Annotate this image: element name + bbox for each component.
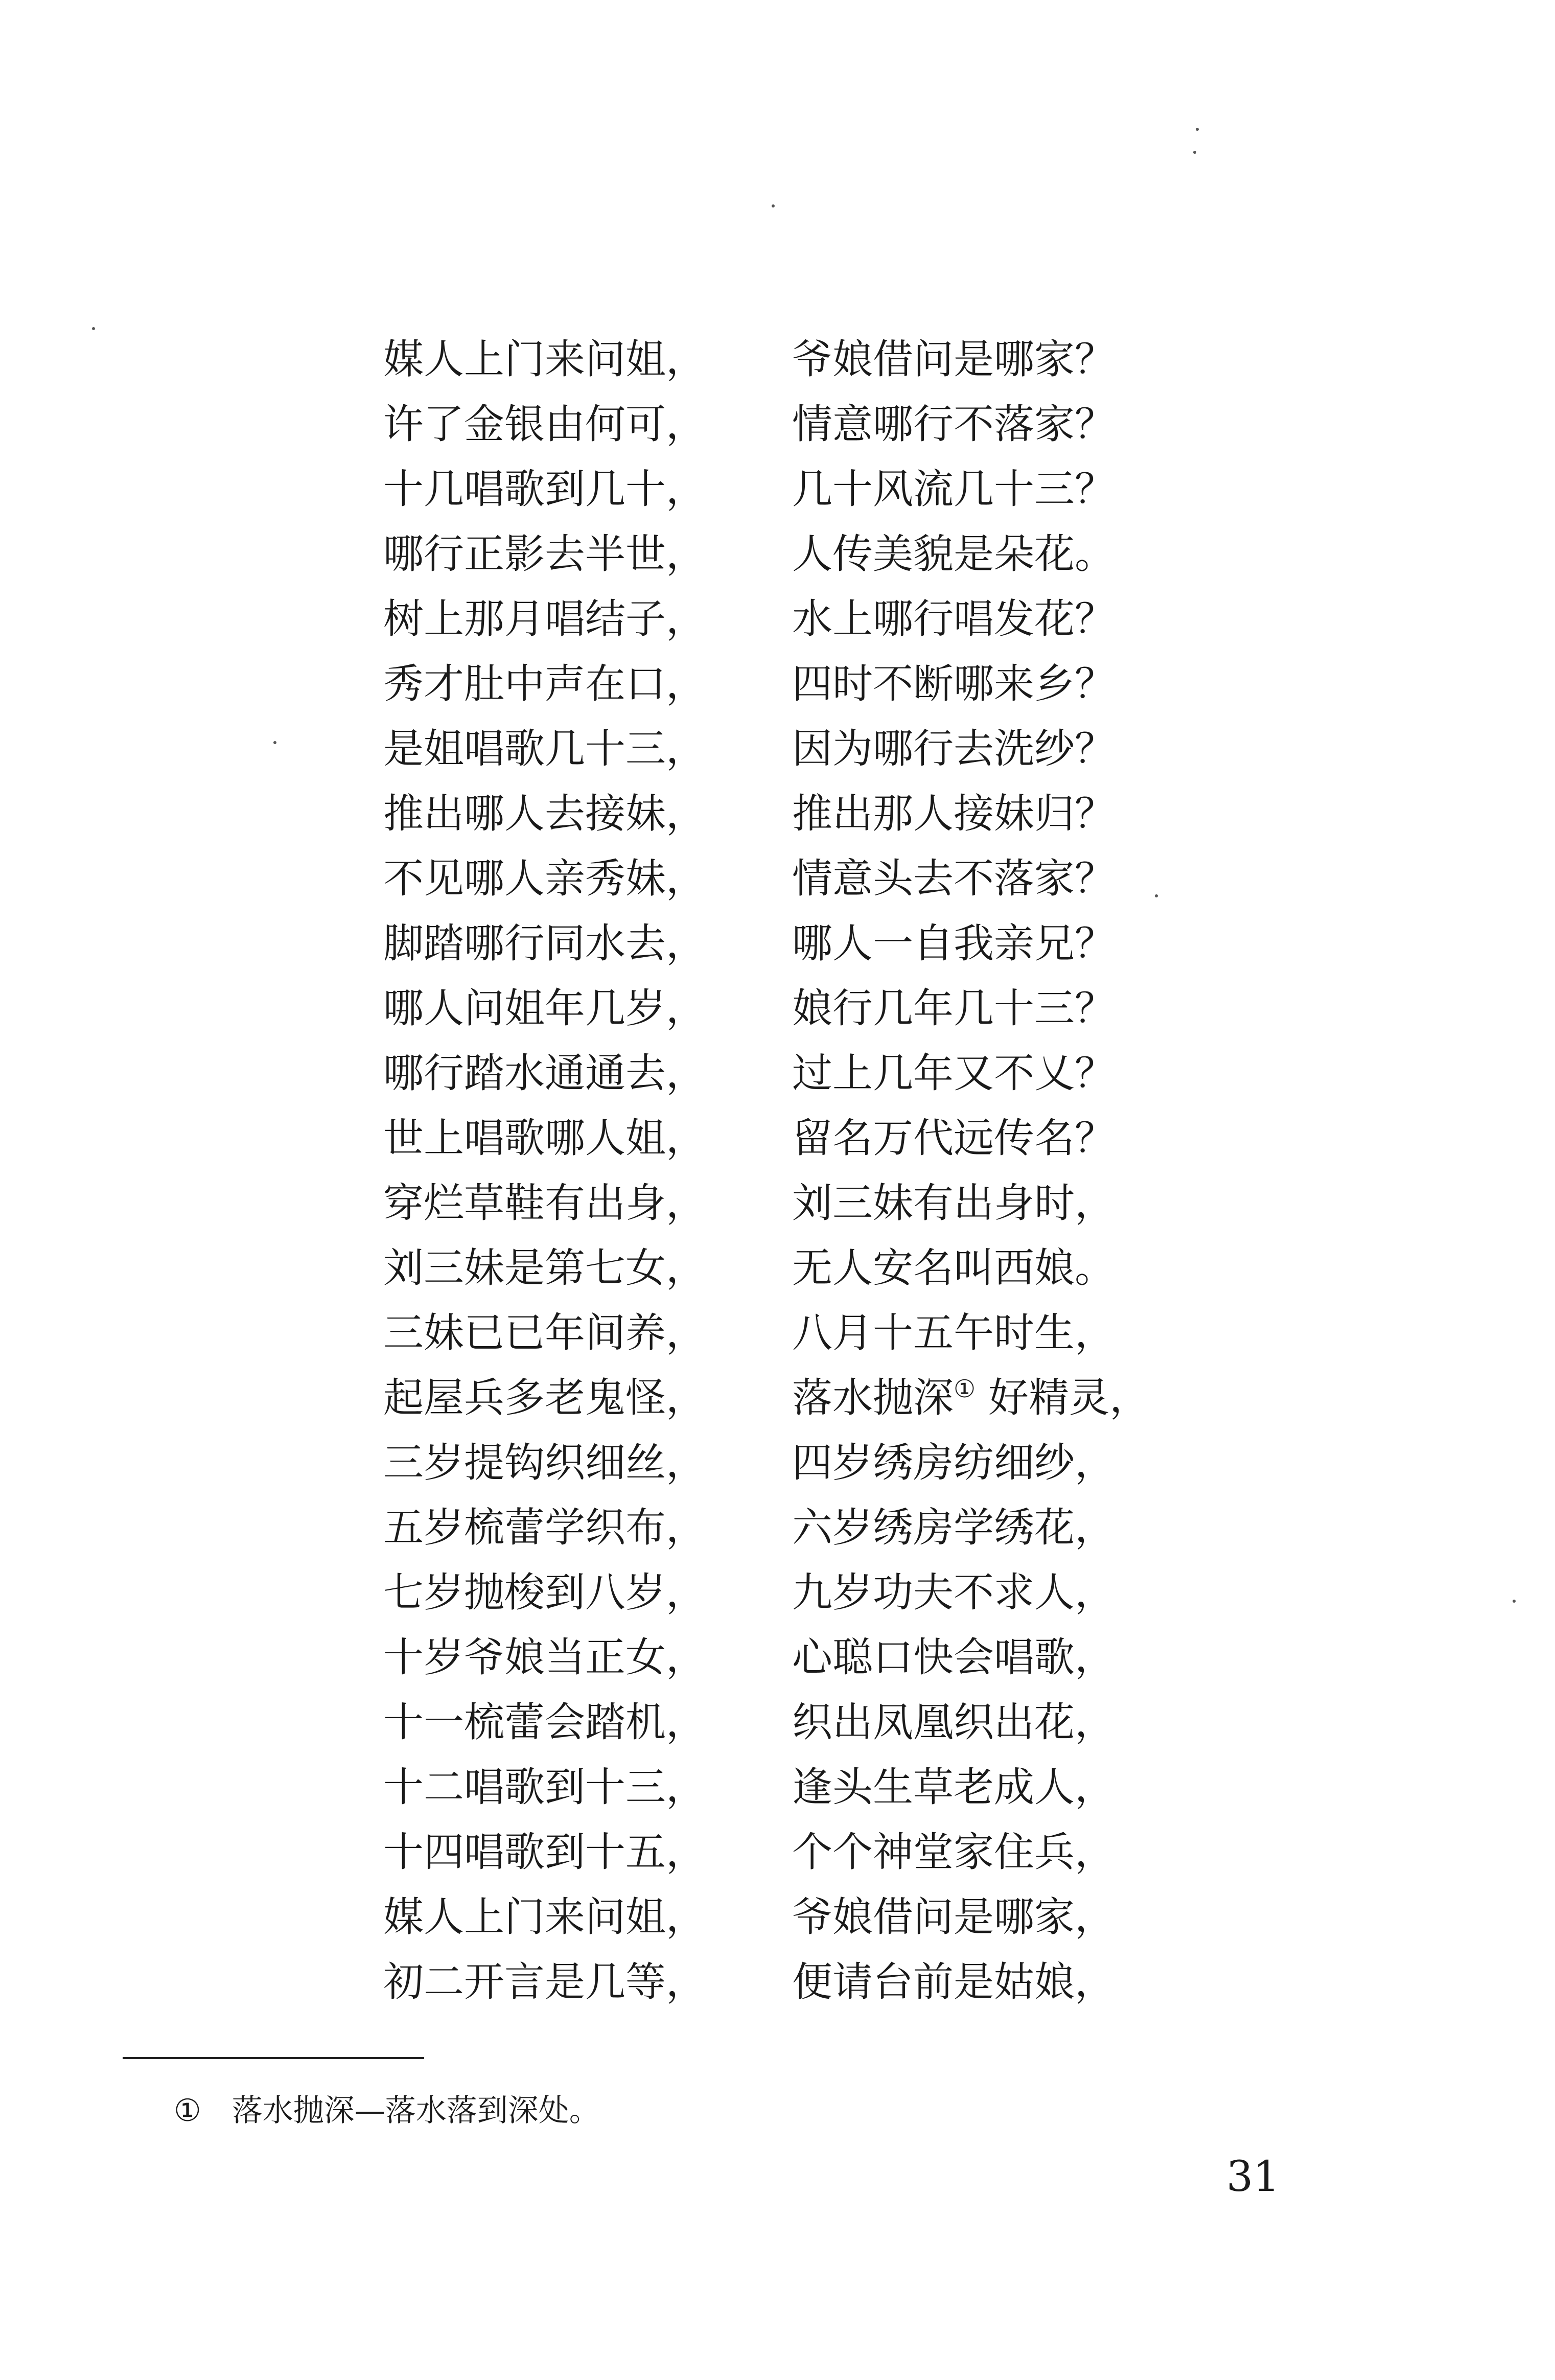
poem-line-second-half (792, 1820, 1115, 1885)
scan-speck (1196, 128, 1199, 131)
poem-line-second-half (792, 1560, 1115, 1625)
poem-line (383, 1366, 1252, 1430)
poem-line-first-half: 十二唱歌到十三， (383, 1764, 706, 1811)
poem-line-second-half (792, 1690, 1115, 1755)
poem-line-first-half: 推出哪人去接妹， (383, 790, 706, 837)
poem-line-first-half: 五岁梳蕾学织布， (383, 1504, 706, 1551)
poem-line-second-half-text: 情意头去不落家？ (792, 855, 1115, 902)
poem-line-second-half (792, 846, 1115, 911)
poem-line-second-half (792, 587, 1115, 652)
poem-line-second-half-text: 爷娘借问是哪家， (792, 1893, 1115, 1940)
poem-line-second-half-text: 便请台前是姑娘， (792, 1958, 1115, 2005)
scan-speck (1155, 894, 1158, 897)
poem-line-second-half-text: 刘三妹有出身时， (792, 1180, 1115, 1227)
poem-line-first-half: 树上那月唱结子， (383, 595, 706, 642)
poem-line-second-half-text: 因为哪行去洗纱？ (792, 725, 1115, 772)
poem-line (383, 976, 1252, 1041)
poem-line (383, 1690, 1252, 1755)
scan-speck (1513, 1600, 1516, 1603)
poem-line (383, 522, 1252, 587)
poem-line (383, 1041, 1252, 1106)
poem-line-first-half: 刘三妹是第七女， (383, 1244, 706, 1291)
poem-line-second-half-text: 无人安名叫西娘。 (792, 1244, 1115, 1291)
poem-line-first-half: 十一梳蕾会踏机， (383, 1699, 706, 1746)
scan-speck (273, 741, 276, 744)
poem-line (383, 1820, 1252, 1885)
poem-line-second-half-text: 留名万代远传名？ (792, 1115, 1115, 1162)
poem-line-second-half (792, 1106, 1115, 1171)
poem-line-first-half: 许了金银由何可， (383, 401, 706, 448)
poem-line (383, 457, 1252, 522)
poem-line-second-half-text: 逢头生草老成人， (792, 1764, 1115, 1811)
poem-line-first-half: 十几唱歌到几十， (383, 466, 706, 513)
poem-line-first-half: 脚踏哪行同水去， (383, 920, 706, 967)
poem-line (383, 392, 1252, 457)
footnote-divider (123, 2057, 424, 2059)
poem-line-first-half: 初二开言是几等， (383, 1958, 706, 2005)
poem-line-first-half: 起屋兵多老鬼怪， (383, 1374, 706, 1421)
poem-line (383, 327, 1252, 392)
footnote-mark: ① (174, 2093, 201, 2129)
footnote (174, 2090, 600, 2131)
poem-line-second-half-text: 个个神堂家住兵， (792, 1829, 1115, 1876)
poem-line-second-half (792, 1430, 1115, 1495)
poem-line-first-half: 哪人问姐年几岁， (383, 985, 706, 1032)
scan-speck (1193, 151, 1196, 154)
poem-line-first-half: 哪行正影去半世， (383, 530, 706, 577)
poem-line-second-half (792, 1885, 1115, 1950)
poem-line-second-half (792, 717, 1115, 781)
poem-line-second-half (792, 1625, 1115, 1690)
poem-line-first-half: 三岁提钩织细丝， (383, 1439, 706, 1486)
poem-line-second-half-text: 娘行几年几十三？ (792, 985, 1115, 1032)
poem-line-second-half (792, 652, 1115, 717)
poem-line-second-half (792, 1301, 1115, 1366)
poem-line-second-half (792, 1950, 1115, 2015)
poem-line-second-half (792, 1236, 1115, 1301)
scan-speck (92, 327, 95, 330)
poem-line-first-half: 十四唱歌到十五， (383, 1829, 706, 1876)
poem-line-second-half-text: 四时不断哪来乡？ (792, 660, 1115, 707)
poem-line-first-half: 世上唱歌哪人姐， (383, 1115, 706, 1162)
poem-line-first-half: 媒人上门来问姐， (383, 1893, 706, 1940)
poem-line (383, 846, 1252, 911)
poem-line (383, 1106, 1252, 1171)
poem-line-first-half: 哪行踏水通通去， (383, 1050, 706, 1097)
poem-line-second-half-text: 推出那人接妹归？ (792, 790, 1115, 837)
poem-line-second-half-text: 四岁绣房纺细纱， (792, 1439, 1115, 1486)
poem-line (383, 717, 1252, 781)
poem-line-second-half (792, 911, 1115, 976)
poem-line-second-half-text: 水上哪行唱发花？ (792, 595, 1115, 642)
poem-line-first-half: 穿烂草鞋有出身， (383, 1180, 706, 1227)
poem-line-second-half (792, 976, 1115, 1041)
poem-line-first-half: 秀才肚中声在口， (383, 660, 706, 707)
poem-line (383, 1625, 1252, 1690)
poem-line-second-half (792, 1755, 1115, 1820)
poem-line-second-half (792, 781, 1115, 846)
poem-line (383, 911, 1252, 976)
poem-line-second-half-text: 哪人一自我亲兄？ (792, 920, 1115, 967)
poem-line-first-half: 三妹已已年间养， (383, 1309, 706, 1356)
poem-line (383, 652, 1252, 717)
poem-line-second-half-text: 六岁绣房学绣花， (792, 1504, 1115, 1551)
poem-line-second-half-text: 八月十五午时生， (792, 1309, 1115, 1356)
poem-line-second-half-text: 九岁功夫不求人， (792, 1569, 1115, 1616)
poem-line (383, 1301, 1252, 1366)
poem-line-second-half-text: 几十风流几十三？ (792, 466, 1115, 513)
poem-line-second-half-text: 心聪口快会唱歌， (792, 1634, 1115, 1681)
poem-line-second-half (792, 1366, 1150, 1430)
poem-line-second-half-text: 爷娘借问是哪家？ (792, 336, 1115, 383)
poem-body (383, 327, 1252, 2015)
poem-line-second-half (792, 1495, 1115, 1560)
poem-line-first-half: 十岁爷娘当正女， (383, 1634, 706, 1681)
poem-line (383, 1495, 1252, 1560)
poem-line-second-half (792, 457, 1115, 522)
poem-line-first-half: 是姐唱歌几十三， (383, 725, 706, 772)
poem-line-second-half (792, 522, 1115, 587)
poem-line-second-half-text: 过上几年又不乂？ (792, 1050, 1115, 1097)
poem-line (383, 781, 1252, 846)
poem-line-second-half (792, 1171, 1115, 1236)
poem-line-second-half-text: 落水抛深 (792, 1374, 954, 1421)
poem-line (383, 1885, 1252, 1950)
poem-line (383, 1236, 1252, 1301)
poem-line-second-half (792, 392, 1115, 457)
poem-line-first-half: 不见哪人亲秀妹， (383, 855, 706, 902)
poem-line-second-half (792, 327, 1115, 392)
poem-line-first-half: 媒人上门来问姐， (383, 336, 706, 383)
poem-line (383, 1560, 1252, 1625)
poem-line-second-half (792, 1041, 1115, 1106)
poem-line-second-half-text: 人传美貌是朵花。 (792, 530, 1115, 577)
page-number: 31 (1226, 2153, 1280, 2201)
poem-line-second-half-text: 织出凤凰织出花， (792, 1699, 1115, 1746)
footnote-text: 落水抛深—落水落到深处。 (231, 2093, 600, 2129)
poem-line (383, 1171, 1252, 1236)
poem-line (383, 587, 1252, 652)
poem-line-second-half-text: 情意哪行不落家？ (792, 401, 1115, 448)
poem-line (383, 1950, 1252, 2015)
scan-speck (772, 204, 775, 207)
footnote-reference: ① (954, 1375, 976, 1403)
poem-line (383, 1430, 1252, 1495)
poem-line (383, 1755, 1252, 1820)
poem-line-first-half: 七岁抛梭到八岁， (383, 1569, 706, 1616)
poem-line-second-half-continuation: 好精灵， (976, 1374, 1150, 1421)
